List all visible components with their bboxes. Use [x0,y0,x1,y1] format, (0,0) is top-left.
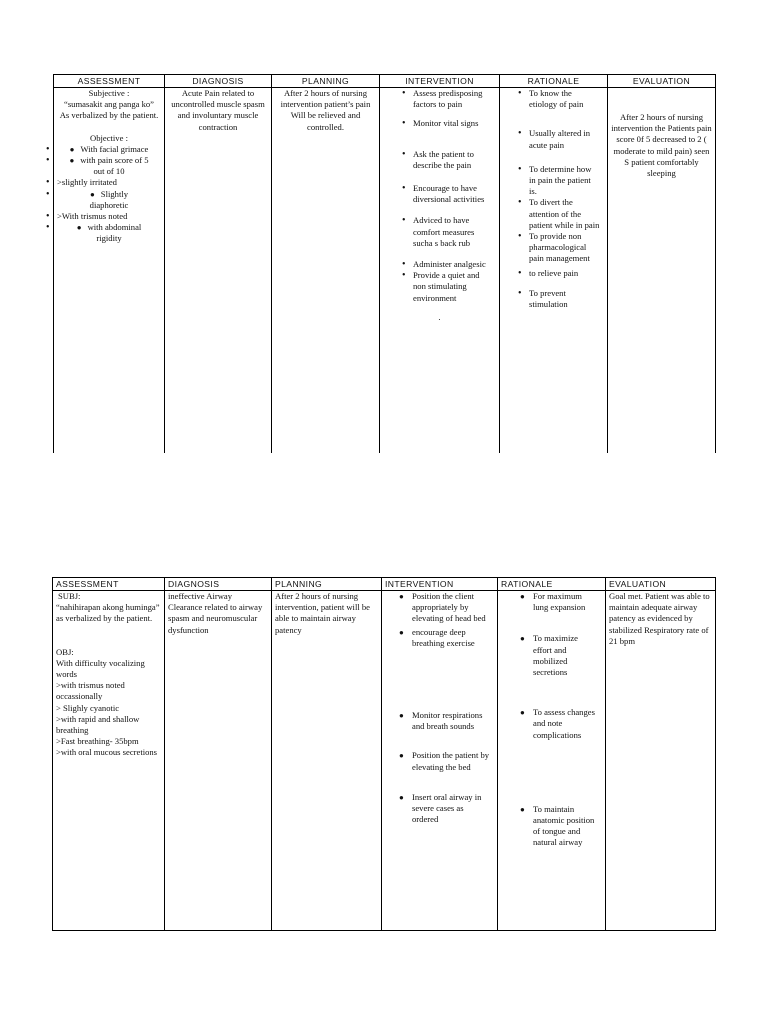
obj-line: >Fast breathing- 35bpm [56,736,139,747]
rationale-cell [500,88,608,454]
verbalized-note: as verbalized by the patient. [56,613,153,624]
planning-cell: After 2 hours of nursing intervention patient’s pain Will be relieved and controlled. [272,88,380,454]
col-header-assessment: ASSESSMENT [53,578,165,591]
col-header-assessment: ASSESSMENT [54,75,165,88]
subj-label: SUBJ: [58,591,81,601]
rationale-list [501,591,602,849]
objective-item: • >slightly irritated [57,177,161,188]
objective-label: Objective : [90,132,128,143]
rationale-item: ● For maximum lung expansion [533,591,598,613]
objective-list [57,144,161,245]
care-plan-table-airway [52,577,716,931]
objective-item: ● • With facial grimace [57,144,161,155]
objective-item: ● • Slightly diaphoretic [57,189,161,211]
assessment-cell [53,591,165,931]
planning-cell: After 2 hours of nursing intervention, patient will be able to maintain airway patency [272,591,382,931]
subj-quote: “nahihirapan akong huminga” [56,602,160,613]
objective-item: ● • with abdominal rigidity [57,222,161,244]
body-row [53,591,716,931]
evaluation-cell: After 2 hours of nursing intervention the Patients pain score 0f 5 decreased to 2 ( moderate to mild pain) seen S patient comfortably sleeping [608,88,716,454]
header-row [54,75,716,88]
intervention-item: • Monitor vital signs [413,118,492,129]
rationale-list [503,88,604,310]
col-header-intervention: INTERVENTION [382,578,498,591]
intervention-item: ● Position the client appropriately by elevating of head bed [412,591,490,625]
rationale-item: ● To maximize effort and mobilized secretions [533,633,598,678]
intervention-cell [382,591,498,931]
stray-mark: . [438,311,441,322]
col-header-planning: PLANNING [272,578,382,591]
objective-item: ● • with pain score of 5 out of 10 [57,155,161,177]
col-header-planning: PLANNING [272,75,380,88]
body-row [54,88,716,454]
rationale-item: • to relieve pain [529,268,600,279]
obj-line: >with oral mucous secretions [56,747,158,758]
intervention-item: • Ask the patient to describe the pain [413,149,492,171]
rationale-item: • To divert the attention of the patient while in pain [529,197,600,231]
obj-line: With difficulty vocalizing words [56,657,145,680]
col-header-diagnosis: DIAGNOSIS [165,75,272,88]
intervention-item: ● Monitor respirations and breath sounds [412,710,490,732]
rationale-item: • To know the etiology of pain [529,88,600,110]
diagnosis-cell: ineffective Airway Clearance related to airway spasm and neuromuscular dysfunction [165,591,272,931]
intervention-list [385,591,494,825]
rationale-item: • To prevent stimulation [529,288,600,310]
rationale-cell [498,591,606,931]
assessment-cell [54,88,165,454]
col-header-rationale: RATIONALE [500,75,608,88]
intervention-item: ● encourage deep breathing exercise [412,627,490,649]
subjective-quote: “sumasakit ang panga ko” [64,99,154,110]
rationale-item: ● To maintain anatomic position of tongue and natural airway [533,804,598,849]
obj-line: > Slighly cyanotic [56,702,120,713]
obj-line: >with trismus noted occassionally [56,680,125,702]
care-plan-table-acute-pain [53,74,716,453]
col-header-rationale: RATIONALE [498,578,606,591]
objective-item: • >With trismus noted [57,211,161,222]
col-header-evaluation: EVALUATION [608,75,716,88]
diagnosis-cell: Acute Pain related to uncontrolled muscle spasm and involuntary muscle contraction [165,88,272,454]
obj-line: >with rapid and shallow breathing [56,713,140,736]
intervention-item: • Adviced to have comfort measures sucha s back rub [413,215,492,249]
col-header-intervention: INTERVENTION [380,75,500,88]
rationale-item: • To provide non pharmacological pain management [529,231,600,265]
intervention-item: • Administer analgesic [413,259,492,270]
verbalized-note: As verbalized by the patient. [59,110,159,121]
rationale-item: • To determine how in pain the patient is. [529,164,600,198]
header-row [53,578,716,591]
intervention-item: • Encourage to have diversional activities [413,183,492,205]
rationale-item: ● To assess changes and note complications [533,707,598,741]
intervention-list [383,88,496,304]
col-header-diagnosis: DIAGNOSIS [165,578,272,591]
col-header-evaluation: EVALUATION [606,578,716,591]
intervention-cell [380,88,500,454]
intervention-item: • Assess predisposing factors to pain [413,88,492,110]
intervention-item: ● Position the patient by elevating the bed [412,750,490,772]
intervention-item: ● Insert oral airway in severe cases as ordered [412,792,490,826]
rationale-item: • Usually altered in acute pain [529,128,600,150]
intervention-item: • Provide a quiet and non stimulating environment [413,270,492,304]
subjective-label: Subjective : [88,88,130,98]
evaluation-cell: Goal met. Patient was able to maintain adequate airway patency as evidenced by stabilized Respiratory rate of 21 bpm [606,591,716,931]
obj-label: OBJ: [56,646,74,657]
